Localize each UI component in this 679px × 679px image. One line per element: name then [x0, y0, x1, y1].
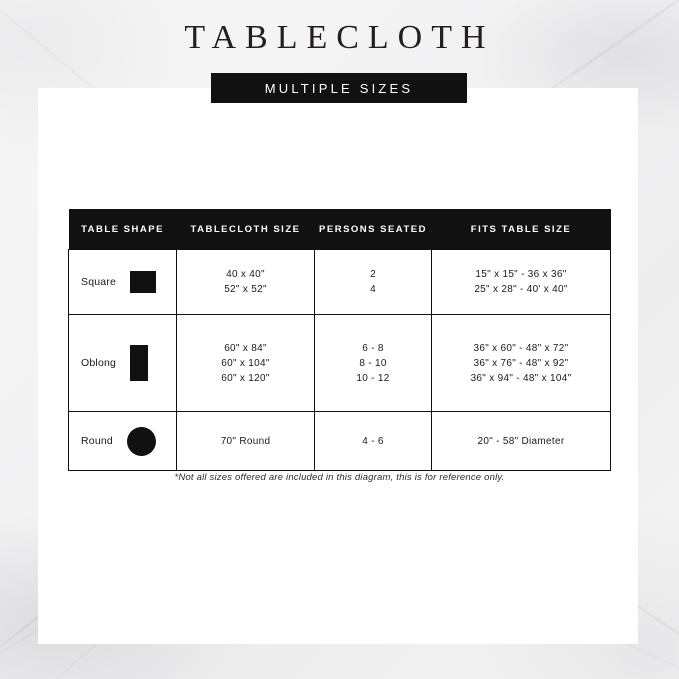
subtitle-banner [211, 73, 467, 103]
table-row [69, 412, 611, 471]
square-swatch-icon [130, 271, 156, 293]
subtitle-text: MULTIPLE SIZES [264, 80, 414, 96]
value: 60" x 120" [221, 372, 270, 384]
cell-tablecloth-size-oblong [177, 315, 315, 412]
cell-fits-table-size-square [432, 250, 611, 315]
cell-tablecloth-size-square [177, 250, 315, 315]
shape-label: Oblong [81, 357, 117, 369]
value: 60" x 104" [221, 357, 270, 369]
value: 36" x 76" - 48" x 92" [473, 357, 569, 369]
page-title: TABLECLOTH [184, 19, 495, 56]
value: 60" x 84" [224, 342, 267, 354]
column-header-persons-seated: PERSONS SEATED [315, 209, 432, 250]
cell-shape-oblong [69, 315, 177, 412]
cell-fits-table-size-round: 20" - 58" Diameter [432, 412, 611, 471]
cell-tablecloth-size-round: 70" Round [177, 412, 315, 471]
value: 15" x 15" - 36 x 36" [475, 269, 567, 280]
value: 10 - 12 [356, 372, 390, 384]
size-chart [68, 209, 611, 471]
value: 8 - 10 [359, 357, 387, 369]
cell-persons-seated-round: 4 - 6 [315, 412, 432, 471]
value: 36" x 94" - 48" x 104" [470, 372, 572, 384]
cell-shape-square [69, 250, 177, 315]
round-swatch-icon [127, 427, 156, 456]
column-header-table-shape: TABLE SHAPE [69, 209, 177, 250]
table-header-row [69, 209, 611, 250]
value: 2 [370, 269, 376, 280]
shape-label: Square [81, 276, 117, 288]
table-row [69, 250, 611, 315]
value: 25" x 28" - 40' x 40" [474, 284, 568, 295]
cell-fits-table-size-oblong [432, 315, 611, 412]
column-header-tablecloth-size: TABLECLOTH SIZE [177, 209, 315, 250]
value: 6 - 8 [362, 342, 384, 354]
oblong-swatch-icon [130, 345, 148, 381]
size-table [68, 209, 611, 471]
footnote: *Not all sizes offered are included in this diagram, this is for reference only. [174, 472, 505, 483]
value: 52" x 52" [224, 284, 267, 295]
value: 36" x 60" - 48" x 72" [473, 342, 569, 354]
cell-persons-seated-square [315, 250, 432, 315]
table-row [69, 315, 611, 412]
cell-persons-seated-oblong [315, 315, 432, 412]
column-header-fits-table-size: FITS TABLE SIZE [432, 209, 611, 250]
value: 4 [370, 284, 376, 295]
value: 40 x 40" [226, 269, 265, 280]
shape-label: Round [81, 435, 113, 447]
cell-shape-round [69, 412, 177, 471]
